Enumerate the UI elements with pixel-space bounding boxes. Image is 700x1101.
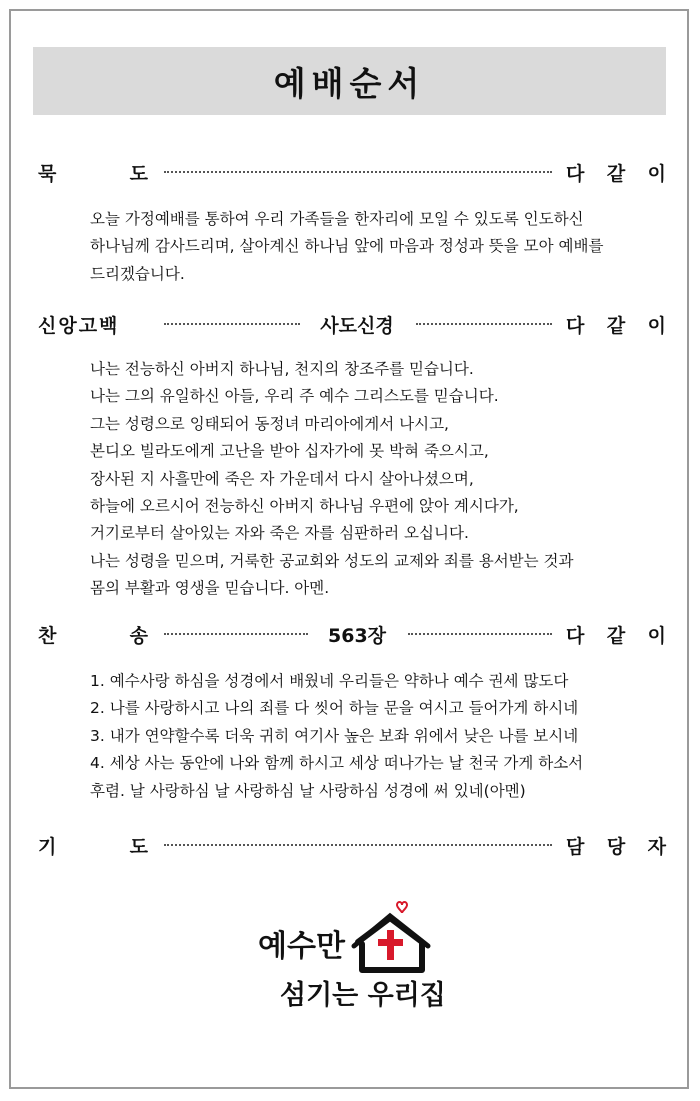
section-row-creed: [38, 310, 666, 338]
section-row-hymn: [38, 620, 666, 648]
section-label: 묵 도: [38, 162, 148, 185]
section-leader-role: 다 같 이: [566, 624, 666, 647]
section-leader-role: 담 당 자: [566, 835, 666, 858]
cross-icon: [378, 930, 403, 960]
logo-line2: 섬기는 우리집: [280, 980, 446, 1011]
section-middle: 563장: [328, 624, 387, 647]
mukdo-text: 오늘 가정예배를 통하여 우리 가족들을 한자리에 모일 수 있도록 인도하신 하나님께 감사드리며, 살아계신 하나님 앞에 마음과 정성과 뜻을 모아 예배를 드리겠습니다.: [90, 210, 604, 283]
section-row-mukdo: [38, 158, 666, 186]
dotted-leader: [408, 633, 552, 635]
dotted-leader: [164, 171, 552, 173]
family-worship-logo: [250, 900, 450, 1020]
heart-icon: [397, 902, 407, 913]
section-middle: 사도신경: [320, 314, 394, 337]
dotted-leader: [164, 323, 300, 325]
section-label: 기 도: [38, 835, 148, 858]
hymn-text: 1. 예수사랑 하심을 성경에서 배웠네 우리들은 약하나 예수 권세 많도다 2. 나를 사랑하시고 나의 죄를 다 씻어 하늘 문을 여시고 들어가게 하시네 3. 내가 연약할수록 더욱 귀히 여기사 높은 보좌 위에서 낮은 나를 보시네 4. 세상 사는 동안에 나와 함께 하시고 세상 떠나가는 날 천국 가게 하소서 후렴. 날 사랑하심 날 사랑하심 날 사랑하심 성경에 써 있네(아멘): [90, 672, 584, 800]
creed-text: 나는 전능하신 아버지 하나님, 천지의 창조주를 믿습니다. 나는 그의 유일하신 아들, 우리 주 예수 그리스도를 믿습니다. 그는 성령으로 잉태되어 동정녀 마리아에게서 나시고, 본디오 빌라도에게 고난을 받아 십자가에 못 박혀 죽으시고, 장사된 지 사흘만에 죽은 자 가운데서 다시 살아나셨으며, 하늘에 오르시어 전능하신 아버지 하나님 우편에 앉아 계시다가, 거기로부터 살아있는 자와 죽은 자를 심판하러 오십니다. 나는 성령을 믿으며, 거룩한 공교회와 성도의 교제와 죄를 용서받는 것과 몸의 부활과 영생을 믿습니다. 아멘.: [90, 360, 574, 598]
dotted-leader: [164, 844, 552, 846]
section-label: 신앙고백: [38, 314, 120, 337]
section-leader-role: 다 같 이: [566, 314, 666, 337]
logo-line1: 예수만: [258, 929, 345, 964]
dotted-leader: [164, 633, 308, 635]
page-title: 예배순서: [273, 63, 426, 103]
title-bar: [33, 47, 666, 115]
section-row-prayer: [38, 831, 666, 859]
section-leader-role: 다 같 이: [566, 162, 666, 185]
section-label: 찬 송: [38, 624, 148, 647]
dotted-leader: [416, 323, 552, 325]
